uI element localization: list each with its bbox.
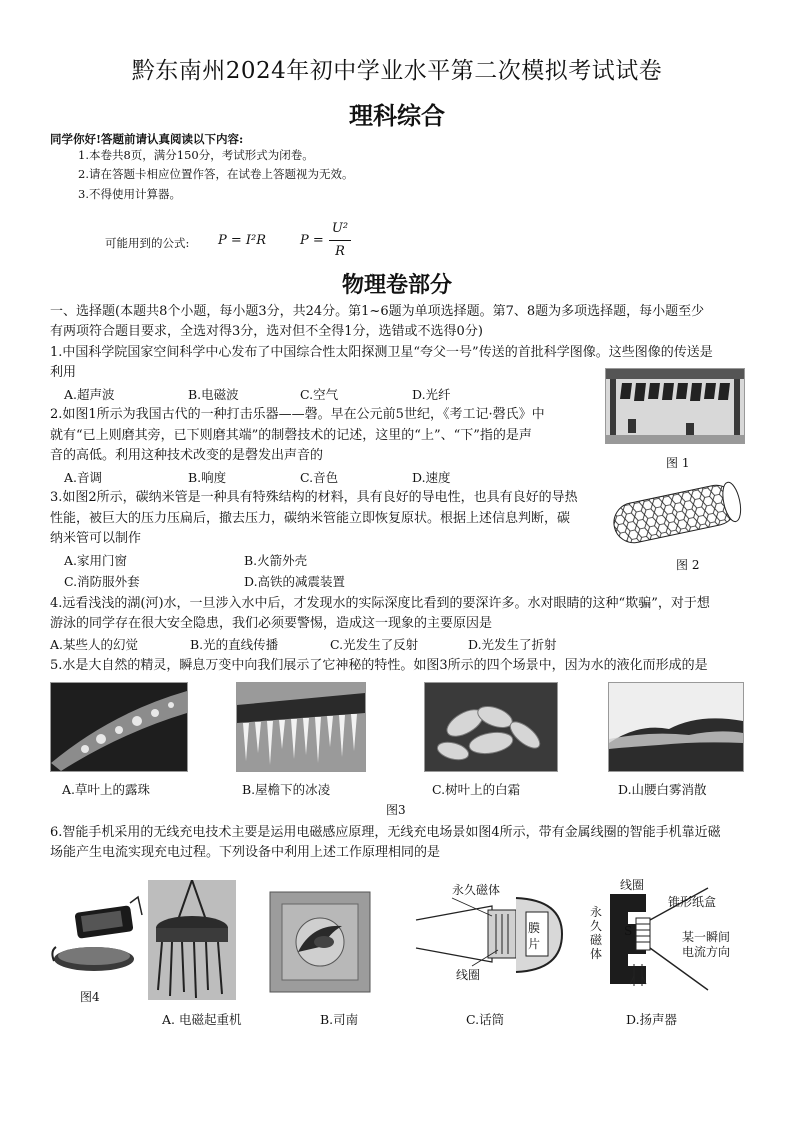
formula-power-voltage-lhs: P = [300,233,324,248]
q4-stem: 游泳的同学存在很大安全隐患，我们必须要警惕，造成这一现象的主要原因是 [50,616,493,631]
q4-option-d: D.光发生了折射 [468,637,557,652]
q3-option-a: A.家用门窗 [64,553,128,568]
photo-electromagnetic-crane [148,880,236,1000]
q6-option-a: A. 电磁起重机 [162,1012,242,1027]
q2-stem: 就有“已上则磨其旁，已下则磨其端”的制磬技术的记述，这里的“上”、“下”指的是声 [50,428,532,443]
q2-option-c: C.音色 [300,470,339,485]
q6-option-b: B.司南 [320,1012,359,1027]
instructions-line: 有两项符合题目要求，全选对得3分，选对但不全得1分，选错或不选得0分) [50,324,483,339]
notice-intro: 同学你好!答题前请认真阅读以下内容: [50,132,244,146]
q2-stem: 2.如图1所示为我国古代的一种打击乐器——磬。早在公元前5世纪，《考工记·磬氏》中 [50,407,545,422]
notice-item: 2.请在答题卡相应位置作答，在试卷上答题视为无效。 [78,167,354,181]
q1-option-c: C.空气 [300,387,339,402]
q3-stem: 纳米管可以制作 [50,531,142,546]
q3-stem: 性能，被巨大的压力压扁后，撤去压力，碳纳米管能立即恢复原状。根据上述信息判断，碳 [50,511,571,526]
page-title: 黔东南州2024年初中学业水平第二次模拟考试试卷 [131,58,663,84]
section-title: 物理卷部分 [341,272,452,298]
speaker-label-current: 某一瞬间电流方向 [682,930,731,959]
q6-option-d: D.扬声器 [626,1012,678,1027]
instructions-line: 一、选择题(本题共8个小题，每小题3分，共24分。第1~6题为单项选择题。第7、8题为多项选择题，每小题至少 [50,304,705,319]
photo-mist-on-mountain [608,682,744,772]
q3-option-d: D.高铁的减震装置 [244,574,346,589]
fraction-bar [329,240,351,241]
q5-option-d: D.山腰白雾消散 [618,782,707,797]
mic-label-coil: 线圈 [456,968,481,982]
mic-label-diaphragm: 膜片 [528,921,541,951]
q2-stem: 音的高低。利用这种技术改变的是磬发出声音的 [50,448,324,463]
figure-2-carbon-nanotube [605,478,745,550]
q1-option-b: B.电磁波 [188,387,239,402]
q3-stem: 3.如图2所示，碳纳米管是一种具有特殊结构的材料，具有良好的导电性，也具有良好的导热 [50,490,578,505]
speaker-label-cone: 锥形纸盒 [668,895,717,909]
formula-denominator: R [335,244,345,259]
q3-option-c: C.消防服外套 [64,574,140,589]
q1-option-a: A.超声波 [64,387,115,402]
q4-stem: 4.远看浅浅的湖(河)水，一旦涉入水中后，才发现水的实际深度比看到的要深许多。水对眼睛的这种“欺骗”，对于想 [50,596,710,611]
q6-stem: 场能产生电流实现充电过程。下列设备中利用上述工作原理相同的是 [50,845,441,860]
speaker-label-magnet: 永久磁体 [590,905,603,961]
q6-stem: 6.智能手机采用的无线充电技术主要是运用电磁感应原理，无线充电场景如图4所示，带有金属线圈的智能手机靠近磁 [50,825,721,840]
q3-option-b: B.火箭外壳 [244,553,308,568]
figure-4-caption: 图4 [80,990,100,1004]
mic-label-magnet: 永久磁体 [452,883,501,897]
notice-item: 1.本卷共8页，满分150分，考试形式为闭卷。 [78,148,314,162]
q5-option-c: C.树叶上的白霜 [432,782,521,797]
photo-icicles-under-eaves [236,682,366,772]
q2-option-d: D.速度 [412,470,451,485]
q5-option-a: A.草叶上的露珠 [62,782,151,797]
q4-option-a: A.某些人的幻觉 [50,637,139,652]
q1-option-d: D.光纤 [412,387,451,402]
q1-stem: 利用 [50,365,77,380]
q5-stem: 5.水是大自然的精灵，瞬息万变中向我们展示了它神秘的特性。如图3所示的四个场景中，因为水的液化而形成的是 [50,658,708,673]
figure-3-caption: 图3 [386,803,406,817]
notice-item: 3.不得使用计算器。 [78,187,181,201]
figure-2-caption: 图 2 [676,558,700,572]
formula-label: 可能用到的公式: [105,236,190,250]
formula-numerator: U² [331,221,349,236]
formula-power-current: P = I²R [218,233,267,248]
q4-option-b: B.光的直线传播 [190,637,279,652]
photo-dew-on-grass [50,682,188,772]
figure-4-wireless-charging [50,895,146,977]
q1-stem: 1.中国科学院国家空间科学中心发布了中国综合性太阳探测卫星“夸父一号”传送的首批科学图像。这些图像的传送是 [50,345,713,360]
q5-option-b: B.屋檐下的冰凌 [242,782,331,797]
page-subtitle: 理科综合 [349,101,445,130]
speaker-label-pole: S [624,924,633,938]
figure-1-chime-stones [605,368,745,444]
q4-option-c: C.光发生了反射 [330,637,419,652]
photo-frost-on-leaves [424,682,558,772]
q6-option-c: C.话筒 [466,1012,505,1027]
q2-option-b: B.响度 [188,470,227,485]
photo-sinan-compass [268,890,372,994]
figure-1-caption: 图 1 [666,456,690,470]
q2-option-a: A.音调 [64,470,103,485]
speaker-label-coil: 线圈 [620,878,645,892]
